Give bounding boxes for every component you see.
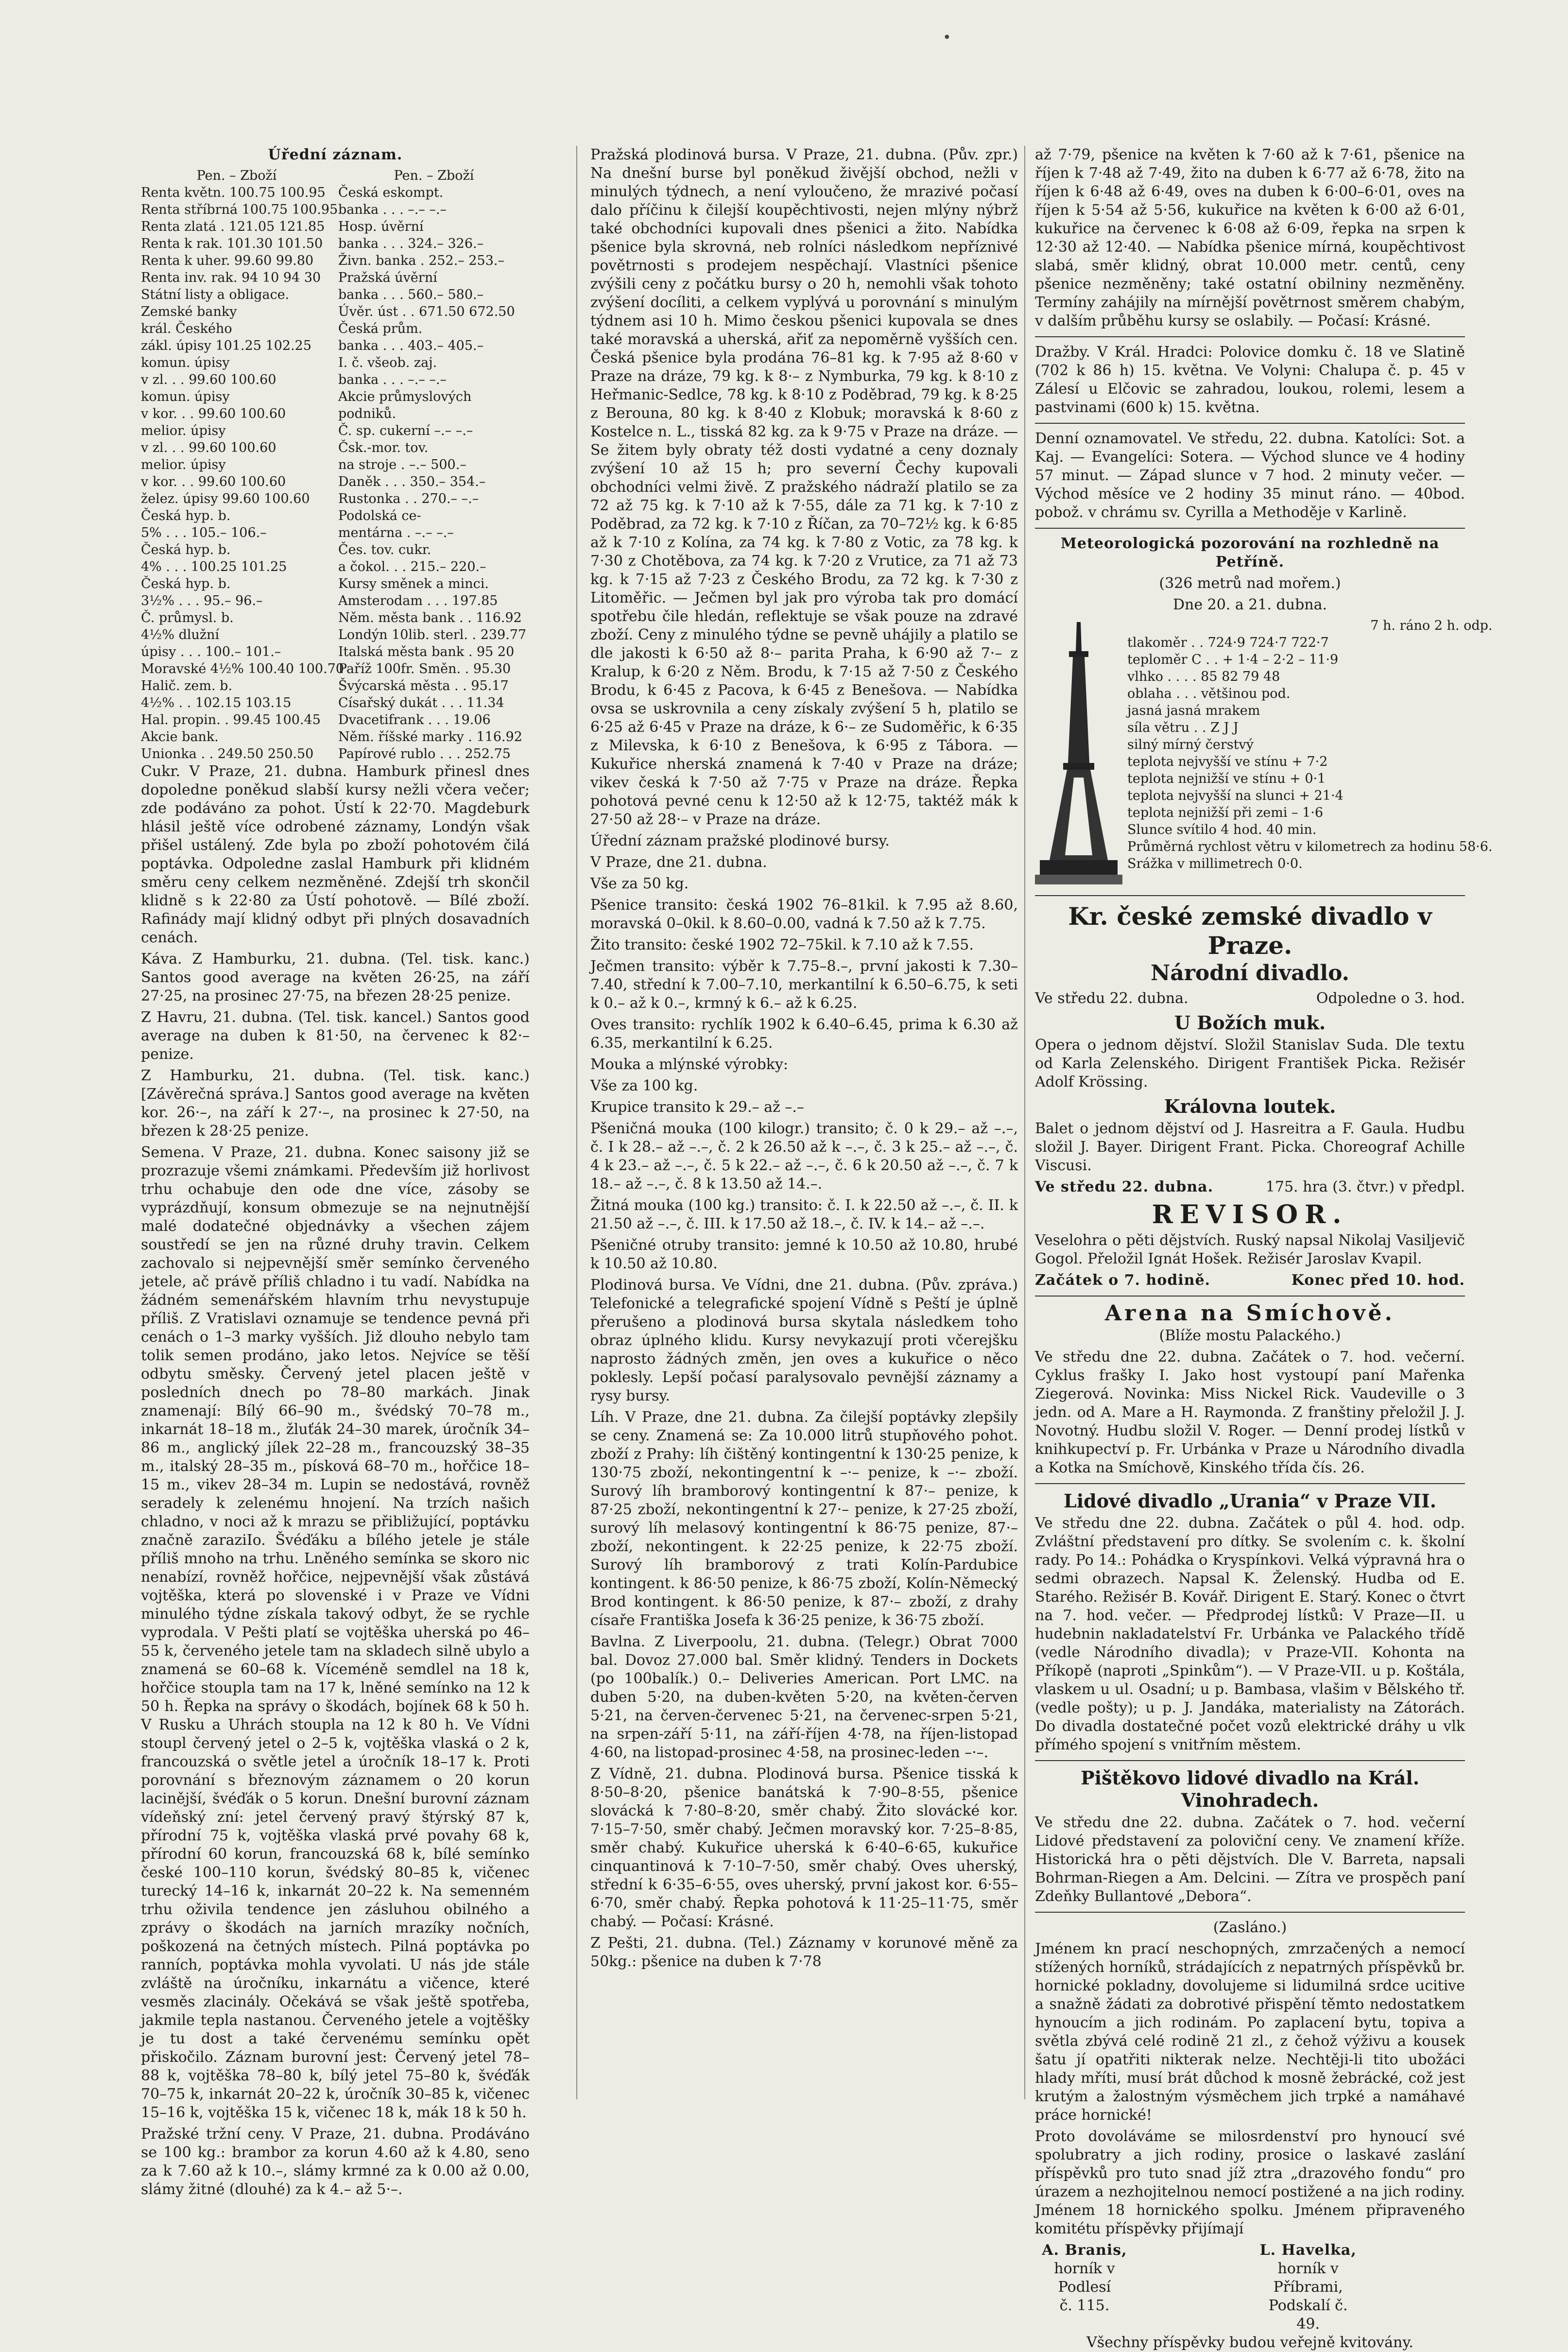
stock-row: banka . . . –.– –.– bbox=[338, 202, 447, 217]
weather-rows bbox=[1127, 634, 1493, 872]
budapest-report-continued: až 7·79, pšenice na květen k 7·60 až k 7·61, pšenice na říjen k 7·48 až 7·49, žito na duben k 6·77 až 6·78, žito na říjen k 6·48 až 6·49, oves na duben k 6·00–6·01, oves na říjen k 5·54 až 5·56, kukuřice na květen k 6·00 až 6·01, kukuřice na červenec k 6·08 až 6·09, řepka na srpen k 12·30 až 12·40. — Nabídka pšenice mírná, koupěchtivost slabá, směr klidný, obrat 10.000 metr. centů, ceny pšenice nezměněny; také ostatní obilniny nezměněny. Termíny zahájily na mírnější povětrnost směrem chabým, v dalším průběhu kursy se oslabily. — Počasí: Krásné. bbox=[1035, 146, 1465, 329]
stock-row: 3½% . . . 95.– 96.– bbox=[141, 593, 263, 608]
signature-left-name: A. Branis, bbox=[1042, 2242, 1127, 2259]
weather-title: Meteorologická pozorování na rozhledně na Petříně. bbox=[1060, 535, 1440, 571]
stock-row: Č. sp. cukerní –.– –.– bbox=[338, 423, 473, 438]
stock-row: a čokol. . . 215.– 220.– bbox=[338, 559, 486, 574]
article-paragraph: Pražská plodinová bursa. V Praze, 21. dubna. (Pův. zpr.) Na dnešní burse byl poněkud živější obchod, nežli v minulých týdnech, a není vyloučeno, že mrazivé počasí dalo příčinu k čilejší koupěchtivosti, nejen mlýny nýbrž také obchodníci kupovali dnes pšenici a žito. Nabídka pšenice byla skrovná, neb rolníci následkom nepříznivé povětrnosti s prodejem nespěchají. Vlastníci pšenice zvýšili ceny z počátku bursy o 20 h, nemohli však tohoto zvýšení docíliti, a celkem vyplývá u porovnání s minulým týdnem asi 10 h. Mimo českou pšenici kupovala se dnes také moravská a uherská, ařiť za nepoměrně vyšších cen. Česká pšenice byla prodána 76–81 kg. k 7·95 až 8·60 v Praze na dráze, 79 kg. k 8·– z Nymburka, 79 kg. k 8·10 z Heřmanic-Sedlce, 78 kg. k 8·10 z Poděbrad, 79 kg. k 8·25 z Berouna, 80 kg. k 8·40 z Klobuk; moravská k 8·60 z Kostelce n. L., tisská 82 kg. za k 9·75 v Praze na dráze. — Se žitem byly obraty též dosti vydatné a ceny doznaly zvýšení 10 až 15 h; pro severní Čechy kupovali obchodníci velmi živě. Z pražského nádraží platilo se za 72 až 75 kg. k 7·10 až k 7·55, dále za 71 kg. k 7·10 z Poděbrad, za 72 kg. k 7·10 z Říčan, za 70–72½ kg. k 6·85 až k 7·10 z Kolína, za 74 kg. k 7·80 z Votic, za 78 kg. k 7·30 z Chotěbova, za 74 kg. k 7·20 z Vrutice, za 71 až 73 kg. k 7·15 až 7·23 z Českého Brodu, za 72 kg. k 7·30 z Litoměřic. — Ječmen byl jak pro výroba tak pro domácí spotřebu čile hledán, reflektuje se však pouze na zdravé zboží. Ceny z minulého týdne se pevně uhájily a platilo se dle jakosti k 6·50 až 8·– parita Praha, k 6·90 až 7·– z Kralup, k 6·20 z Něm. Brodu, k 7·15 až 7·50 z Českého Brodu, k 6·45 z Pacova, k 6·45 z Benešova. — Nabídka ovsa se uskrovnila a ceny získaly zvýšení 5 h, platilo se 6·25 až 6·45 v Praze na dráze, k 6·– ze Sudoměřic, k 6·35 z Milevska, k 6·10 z Benešova, k 6·95 z Tábora. — Kukuřice nherská znamená k 7·40 v Praze na dráze; vikev česká k 7·50 až 7·75 v Praze na dráze. Řepka pohotová pevné cenu k 12·50 až k 12·75, taktéž mák k 27·50 až 28·– v Praze na dráze. bbox=[590, 146, 1018, 828]
article-paragraph: Z Hamburku, 21. dubna. (Tel. tisk. kanc.) [Závěrečná správa.] Santos good average na květen kor. 26·–, na září k 27·–, na prosinec k 27·50, na březen k 28·25 penize. bbox=[141, 1067, 530, 1140]
article-paragraph: Oves transito: rychlík 1902 k 6.40–6.45, prima k 6.30 až 6.35, merkantilní k 6.25. bbox=[590, 1016, 1018, 1052]
stock-row: Švýcarská města . . 95.17 bbox=[338, 678, 509, 693]
weather-subtitle: (326 metrů nad mořem.) bbox=[1159, 575, 1341, 592]
article-paragraph: V Praze, dne 21. dubna. bbox=[590, 854, 767, 871]
stock-row: Papírové rublo . . . 252.75 bbox=[338, 746, 511, 761]
stock-row: úpisy . . . 100.– 101.– bbox=[141, 644, 281, 659]
stock-row: Něm. říšské marky . 116.92 bbox=[338, 729, 522, 744]
stock-row: Císařský dukát . . . 11.34 bbox=[338, 695, 504, 710]
stock-row: Rustonka . . 270.– –.– bbox=[338, 491, 479, 506]
stock-rows-right bbox=[338, 184, 530, 762]
stock-row: banka . . . 560.– 580.– bbox=[338, 287, 484, 302]
urania-title: Lidové divadlo „Urania“ v Praze VII. bbox=[1063, 1490, 1437, 1512]
theatre-start-row bbox=[1035, 1271, 1465, 1290]
article-paragraph: Pražské tržní ceny. V Praze, 21. dubna. Prodáváno se 100 kg.: brambor za korun 4.60 až k 4.80, seno za k 7.60 až k 10.–, slámy krmné za k 0.00 až 0.00, slámy žitné (dlouhé) za k 4.– až 5·–. bbox=[141, 2126, 530, 2198]
signature-left bbox=[1035, 2241, 1241, 2334]
stock-row: komun. úpisy bbox=[141, 355, 230, 370]
stock-row: Čes. tov. cukr. bbox=[338, 542, 431, 557]
stock-row: Londýn 10lib. sterl. . 239.77 bbox=[338, 627, 527, 642]
stock-row: Česká prům. bbox=[338, 321, 423, 336]
weather-row: Slunce svítilo 4 hod. 40 min. bbox=[1127, 822, 1317, 837]
weather-row: teploměr C . . + 1·4 – 2·2 – 11·9 bbox=[1127, 652, 1339, 667]
divider bbox=[1035, 1760, 1465, 1761]
article-paragraph: Vše za 50 kg. bbox=[590, 875, 689, 892]
article-paragraph: Z Pešti, 21. dubna. (Tel.) Záznamy v korunové měně za 50kg.: pšenice na duben k 7·78 bbox=[590, 1935, 1018, 1970]
stock-row: Česká hyp. b. bbox=[141, 508, 231, 523]
page-mark: • bbox=[943, 29, 951, 46]
weather-row: teplota nejvyšší na slunci + 21·4 bbox=[1127, 788, 1344, 803]
stock-row: Česká eskompt. bbox=[338, 185, 444, 200]
article-paragraph: Pšenice transito: česká 1902 76–81kil. k 7.95 až 8.60, moravská 0–0kil. k 8.60–0.00, vadná k 7.50 až k 7.75. bbox=[590, 897, 1018, 932]
article-paragraph: Cukr. V Praze, 21. dubna. Hamburk přinesl dnes dopoledne poněkud slabší kursy nežli včera večer; zde podáváno za pohot. Ústí k 22·70. Magdeburk hlásil ještě více odrobené záznamy, Londýn však přišel ustálený. Zde byla po zboží pohotovém čilá poptávka. Odpoledne zaslal Hamburk při klidném směru ceny celkem nezměněné. Zdejší trh skončil klidně s k 22·80 za Ústí pohotově. — Bílé zboží. Rafinády mají klidný odbyt při plných dosavadních cenách. bbox=[141, 763, 530, 946]
column-rule bbox=[576, 146, 577, 2099]
stock-row: zákl. úpisy 101.25 102.25 bbox=[141, 338, 312, 353]
stock-row: Zemské banky bbox=[141, 304, 237, 319]
weather-row: tlakoměr . . 724·9 724·7 722·7 bbox=[1127, 635, 1329, 650]
stock-row: melior. úpisy bbox=[141, 423, 226, 438]
play-2-title: Královna loutek. bbox=[1164, 1095, 1336, 1117]
column-2-articles bbox=[590, 146, 1018, 1971]
stock-rows-left bbox=[141, 184, 345, 762]
stock-row: Hal. propin. . 99.45 100.45 bbox=[141, 712, 321, 727]
weather-row: Srážka v millimetrech 0·0. bbox=[1127, 856, 1303, 871]
stock-row: 5% . . . 105.– 106.– bbox=[141, 525, 267, 540]
stock-row: Čsk.-mor. tov. bbox=[338, 440, 429, 455]
weather-row: silný mírný čerstvý bbox=[1127, 737, 1254, 752]
stock-row: melior. úpisy bbox=[141, 457, 226, 472]
stock-row: Dvacetifrank . . . 19.06 bbox=[338, 712, 491, 727]
article-paragraph: Semena. V Praze, 21. dubna. Konec saisony již se prozrazuje všemi známkami. Především již horlivost trhu ochabuje den ode dne více, zásoby se vyprázdňují, konsum obmezuje se na nejnutnější malé dodatečné objednávky a všechen zájem soustředí se jen na různé druhy travin. Celkem zachovalo si nejpevnější směr semínko červeného jetele, ač právě příliš chladno i tu vadí. Nabídka na žádném semenářském hlavním trhu nevystupuje příliš. Z Vratislavi oznamuje se tendence pevná při cenách o 1–3 marky vyšších. Již dlouho nebylo tam tolik semen prodáno, jako letos. Nejvíce se těší odbytu směsky. Červený jetel placen ještě v posledních dnech po 78–80 markách. Jinak znamenají: Bílý 66–90 m., švédský 70–78 m., inkarnát 18–18 m., žluťák 24–30 marek, úročník 34–86 m., anglický jílek 22–28 m., francouzský 38–35 m., italský 28–35 m., písková 68–70 m., hořčice 18–15 m., vikev 28–34 m. Lupin se nedostává, rovněž seradely k zelenému hnojení. Na trzích našich chladno, v noci až k mrazu se přibližující, poptávku značně zaraziIo. Švéďáku a bílého jetele je stále příliš mnoho na trhu. Lněného semínka se skoro nic nenabízí, rovněž hořčice, nejpevnější však zůstává vojtěška, která po slovenské i v Praze ve Vídni minulého týdne získala takový odbyt, že se rychle vyprodala. V Pešti platí se vojtěška uherská po 46–55 k, červeného jetele tam na skladech silně ubylo a znamená se 60–68 k. Víceméně semdlel na 18 k, hořčice stoupla tam na 17 k, lněné semínko na 12 k 50 h. Řepka na správy o škodách, bojínek 68 k 50 h. V Rusku a Uhrách stoupla na 12 k 80 h. Ve Vídni stoupl červený jetel o 2–5 k, vojtěška vlaská o 2 k, francouzská o světle jetel a úročník 18–17 k. Proti porovnání s březnovým záznamem o 20 korun lacinější, švéďák o 5 korun. Dnešní burovní záznam vídeňský zní: jetel červený pravý štýrský 87 k, přírodní 75 k, vojtěška vlaská prvé povahy 68 k, přírodní 60 korun, francouzská 68 k, bílé semínko české 100–110 korun, švédský 80–85 k, vičenec turecký 14–16 k, inkarnát 20–22 k. Na semenném trhu oživila tendence jen zásluhou obilného a zprávy o škodách na jarních mrazíky nočních, poškozená na četných místech. Pilná poptávka po ranních, poptávka mohla vyvolati. U nás jde stále zvláště na úročníku, inkarnátu a vičence, které vesměs zlacinály. Očekává se však ještě spotřeba, jakmile tepla nastanou. Červeného jetele a vojtěšky je tu dost a také červenému semínku opět přiskočilo. Záznam burovní jest: Červený jetel 78–88 k, vojtěška 78–80 k, bílý jetel 75–80 k, švéďák 70–75 k, inkarnát 20–22 k, úročník 30–85 k, vičenec 15–16 k, vojtěška 15 k, vičenec 18 k, mák 18 k 50 h. bbox=[141, 1144, 530, 2121]
stock-row: želez. úpisy 99.60 100.60 bbox=[141, 491, 310, 506]
article-paragraph: Z Havru, 21. dubna. (Tel. tisk. kancel.) Santos good average na duben k 81·50, na červenec k 82·– penize. bbox=[141, 1009, 530, 1063]
weather-header: 7 h. ráno 2 h. odp. bbox=[1370, 618, 1493, 633]
article-paragraph: Ječmen transito: výběr k 7.75–8.–, první jakosti k 7.30–7.40, střední k 7.00–7.10, merkantilní k 6.50–6.75, k seti k 0.– až k 0.–, krmný k 6.– až k 6.25. bbox=[590, 958, 1018, 1012]
divider bbox=[1035, 1296, 1465, 1297]
article-paragraph: Žitná mouka (100 kg.) transito: č. I. k 22.50 až –.–, č. II. k 21.50 až –.–, č. III. k 17.50 až 18.–, č. IV. k 14.– až –.–. bbox=[590, 1197, 1018, 1232]
stock-row: Renta k uher. 99.60 99.80 bbox=[141, 253, 314, 268]
weather-table bbox=[1127, 617, 1493, 889]
stock-row: v kor. . . 99.60 100.60 bbox=[141, 474, 286, 489]
stock-row: Česká hyp. b. bbox=[141, 542, 231, 557]
theatre-time: Odpoledne o 3. hod. bbox=[1316, 990, 1465, 1007]
signature-left-role: horník v Podlesí bbox=[1054, 2260, 1115, 2296]
column-rule bbox=[1024, 146, 1025, 2099]
play-2-text: Balet o jednom dějství od J. Hasreitra a F. Gaula. Hudbu složil J. Bayer. Dirigent Frant. Picka. Choreograf Achille Viscusi. bbox=[1035, 1120, 1465, 1174]
weather-row: vlhko . . . . 85 82 79 48 bbox=[1127, 669, 1280, 684]
weather-dates: Dne 20. a 21. dubna. bbox=[1172, 596, 1327, 613]
stock-row: 4½% dlužní bbox=[141, 627, 220, 642]
signature-right bbox=[1258, 2241, 1465, 2334]
stock-row: komun. úpisy bbox=[141, 389, 230, 404]
theatre-evening-subscription: 175. hra (3. čtvr.) v předpl. bbox=[1265, 1178, 1465, 1195]
stock-row: Amsterodam . . . 197.85 bbox=[338, 593, 498, 608]
play-3-title: REVISOR. bbox=[1152, 1200, 1348, 1229]
stock-col-header: Pen. – Zboží bbox=[196, 168, 277, 183]
stock-col-header: Pen. – Zboží bbox=[394, 168, 474, 183]
stock-row: podniků. bbox=[338, 406, 396, 421]
divider bbox=[1035, 336, 1465, 337]
stock-row: Podolská ce- bbox=[338, 508, 421, 523]
weather-row: teplota nejnižší ve stínu + 0·1 bbox=[1127, 771, 1326, 786]
stock-row: mentárna . –.– –.– bbox=[338, 525, 454, 540]
theatre-evening-date: Ve středu 22. dubna. bbox=[1035, 1178, 1214, 1195]
theatre-date-row bbox=[1035, 989, 1465, 1008]
stock-row: Č. průmysl. b. bbox=[141, 610, 234, 625]
signature-right-role: horník v Příbrami, bbox=[1273, 2260, 1343, 2296]
column-3 bbox=[1035, 146, 1493, 2351]
stock-row: na stroje . –.– 500.– bbox=[338, 457, 466, 472]
divider bbox=[1035, 528, 1465, 529]
zasilano-text-2: Proto dovoláváme se milosrdenství pro hynoucí své spolubratry a jich rodiny, prosice o laskavé zaslání příspěvků pro tuto snad jíž ztra „drazového fondu“ pro úrazem a nezhojitelnou nemocí postižené a na jich rodiny. Jménem 18 hornického spolku. Jménem připraveného komitétu příspěvky přijímají bbox=[1035, 2128, 1465, 2237]
divider bbox=[1035, 423, 1465, 424]
stock-row: Renta zlatá . 121.05 121.85 bbox=[141, 219, 325, 234]
stock-row: král. Českého bbox=[141, 321, 232, 336]
play-3-text: Veselohra o pěti dějstvích. Ruský napsal Nikolaj Vasiljevič Gogol. Přeložil Ignát Hošek. Režisér Jaroslav Kvapil. bbox=[1035, 1232, 1465, 1267]
stock-row: Unionka . . 249.50 250.50 bbox=[141, 746, 314, 761]
signature-right-name: L. Havelka, bbox=[1259, 2242, 1357, 2259]
article-paragraph: Žito transito: české 1902 72–75kil. k 7.10 až k 7.55. bbox=[590, 936, 974, 953]
auctions-notice: Dražby. V Král. Hradci: Polovice domku č. 18 ve Slatině (702 k 86 h) 15. května. Ve Volyni: Chalupa č. p. 45 v Zálesí u Elčovic se zahradou, loukou, rolemi, lesem a pastvinami (600 k) 15. května. bbox=[1035, 344, 1465, 416]
stock-row: Renta inv. rak. 94 10 94 30 bbox=[141, 270, 321, 285]
stock-row: I. č. všeob. zaj. bbox=[338, 355, 437, 370]
article-paragraph: Úřední záznam pražské plodinové bursy. bbox=[590, 832, 890, 849]
arena-title: Arena na Smíchově. bbox=[1104, 1301, 1395, 1326]
zasilano-closing: Všechny příspěvky budou veřejně kvitovány. bbox=[1086, 2334, 1413, 2351]
theatre-end: Konec před 10. hod. bbox=[1291, 1272, 1465, 1289]
stock-row: v kor. . . 99.60 100.60 bbox=[141, 406, 286, 421]
article-paragraph: Z Vídně, 21. dubna. Plodinová bursa. Pšenice tisská k 8·50–8·20, pšenice banátská k 7·90–8·55, pšenice slovácká k 7·80–8·20, směr chabý. Žito slovácké kor. 7·15–7·50, směr chabý. Ječmen moravský kor. 7·25–8·85, směr chabý. Kukuřice uherská k 6·40–6·65, kukuřice cinquantinová k 7·10–7·50, směr chabý. Oves uherský, střední k 6·35–6·55, oves uherský, první jakost kor. 6·55–6·70, směr chabý. Řepka pohotová k 11·25–11·75, směr chabý. — Počasí: Krásné. bbox=[590, 1765, 1018, 1930]
theatre-date: Ve středu 22. dubna. bbox=[1035, 990, 1189, 1007]
stock-row: 4½% . . 102.15 103.15 bbox=[141, 695, 292, 710]
article-paragraph: Pšeničné otruby transito: jemné k 10.50 až 10.80, hrubé k 10.50 až 10.80. bbox=[590, 1237, 1018, 1272]
column-1 bbox=[141, 146, 530, 2198]
article-paragraph: Mouka a mlýnské výrobky: bbox=[590, 1056, 789, 1073]
stock-row: 4% . . . 100.25 101.25 bbox=[141, 559, 287, 574]
stock-row: Něm. města bank . . 116.92 bbox=[338, 610, 522, 625]
article-paragraph: Pšeničná mouka (100 kilogr.) transito; č. 0 k 29.– až –.–, č. I k 28.– až –.–, č. 2 k 26.50 až k –.–, č. 3 k 25.– až –.–, č. 4 k 23.– až –.–, č. 5 k 22.– až –.–, č. 6 k 20.50 až –.–, č. 7 k 18.– až –.–, č. 8 k 13.50 až 14.–. bbox=[590, 1120, 1018, 1193]
article-paragraph: Bavlna. Z Liverpoolu, 21. dubna. (Telegr.) Obrat 7000 bal. Dovoz 27.000 bal. Směr klidný. Tenders in Dockets (po 100balík.) 0.– Deliveries American. Port LMC. na duben 5·20, na duben-květen 5·20, na květen-červen 5·21, na červen-červenec 5·21, na červenec-srpen 5·21, na srpen-září 5·11, na září-říjen 4·78, na říjen-listopad 4·60, na listopad-prosinec 4·58, na prosinec-leden –·–. bbox=[590, 1633, 1018, 1761]
stock-row: banka . . . 403.– 405.– bbox=[338, 338, 484, 353]
stock-row: Akcie průmyslových bbox=[338, 389, 472, 404]
stock-row: Kursy směnek a minci. bbox=[338, 576, 489, 591]
stock-row: Pražská úvěrní bbox=[338, 270, 437, 285]
weather-row: Průměrná rychlost větru v kilometrech za hodinu 58·6. bbox=[1127, 839, 1493, 854]
article-paragraph: Líh. V Praze, dne 21. dubna. Za čilejší poptávky zlepšily se ceny. Znamená se: Za 10.000 litrů stupňového pohot. zboží z Prahy: líh čištěný kontingentní k 130·25 penize, k 130·75 zboží, nekontingentní k –·– penize, k –·– zboží. Surový líh bramborový kontingentní k 87·– penize, k 87·25 zboží, nekontingentní k 27·– penize, k 27·25 zboží, surový líh melasový kontingentní k 86·75 penize, 87·– zboží, nekontingent. k 22·25 penize, k 22·75 zboží. Surový líh bramborový z trati Kolín-Pardubice kontingent. k 86·50 penize, k 86·75 zboží, Kolín-Německý Brod kontingent. k 86·50 penize, k 87·– zboží, z drahy císaře Františka Josefa k 36·25 penize, k 36·75 zboží. bbox=[590, 1409, 1018, 1629]
weather-row: oblaha . . . většinou pod. bbox=[1127, 686, 1291, 701]
weather-row: síla větru . . Z J J bbox=[1127, 720, 1239, 735]
weather-row: teplota nejnižší při zemi – 1·6 bbox=[1127, 805, 1324, 820]
column-2 bbox=[590, 146, 1018, 2109]
divider bbox=[1035, 1483, 1465, 1484]
stock-table bbox=[141, 167, 530, 762]
theatre-evening-row bbox=[1035, 1178, 1465, 1196]
signatures bbox=[1035, 2241, 1465, 2334]
arena-text: Ve středu dne 22. dubna. Začátek o 7. hod. večerní. Cyklus frašky I. Jako host vystoupí paní Mařenka Ziegerová. Novinka: Miss Nickel Rick. Vaudeville o 3 jedn. od A. Mare a H. Raymonda. Z franštiny přeložil J. J. Novotný. Hudbu složil V. Roger. — Denní prodej lístků v knihkupectví p. Fr. Urbánka v Praze u Národního divadla a Kotka na Smíchově, Kinského třída čís. 26. bbox=[1035, 1349, 1465, 1476]
play-1-text: Opera o jednom dějství. Složil Stanislav Suda. Dle textu od Karla Zelenského. Dirigent František Picka. Režisér Adolf Krössing. bbox=[1035, 1037, 1465, 1090]
stock-row: banka . . . 324.– 326.– bbox=[338, 236, 484, 251]
play-1-title: U Božích muk. bbox=[1174, 1012, 1326, 1034]
stock-row: Renta k rak. 101.30 101.50 bbox=[141, 236, 323, 251]
arena-subtitle: (Blíže mostu Palackého.) bbox=[1159, 1327, 1341, 1344]
stock-row: Italská města bank . 95 20 bbox=[338, 644, 515, 659]
article-paragraph: Vše za 100 kg. bbox=[590, 1077, 698, 1094]
stock-row: Halič. zem. b. bbox=[141, 678, 233, 693]
signature-left-number: č. 115. bbox=[1059, 2297, 1110, 2314]
pistek-title: Pištěkovo lidové divadlo na Král. Vinohradech. bbox=[1081, 1767, 1419, 1811]
petrin-tower-illustration bbox=[1035, 617, 1122, 889]
daily-notice: Denní oznamovatel. Ve středu, 22. dubna. Katolíci: Sot. a Kaj. — Evangelíci: Sotera. — Východ slunce ve 4 hodiny 57 minut. — Západ slunce v 7 hod. 2 minuty večer. — Východ měsíce ve 2 hodiny 35 minut ráno. — 40bod. pobož. v chrámu sv. Cyrilla a Methoděje v Karlině. bbox=[1035, 430, 1465, 521]
stock-row: Úvěr. úst . . 671.50 672.50 bbox=[338, 304, 515, 319]
zasilano-title: (Zasláno.) bbox=[1213, 1919, 1287, 1936]
pistek-text: Ve středu dne 22. dubna. Začátek o 7. hod. večerní Lidové představení za poloviční ceny. Ve znamení kříže. Historická hra o pěti dějstvích. Dle V. Barreta, napsali Bohrman-Riegen a Am. Delcini. — Zítra ve prospěch paní Zdeňky Bullantové „Debora“. bbox=[1035, 1814, 1465, 1905]
signature-right-number: Podskalí č. 49. bbox=[1268, 2297, 1348, 2333]
stock-table-right bbox=[338, 167, 530, 762]
theatre-subtitle: Národní divadlo. bbox=[1151, 961, 1349, 986]
stock-table-title: Úřední záznam. bbox=[268, 146, 403, 163]
stock-row: Akcie bank. bbox=[141, 729, 219, 744]
stock-row: Česká hyp. b. bbox=[141, 576, 231, 591]
article-paragraph: Krupice transito k 29.– až –.– bbox=[590, 1099, 804, 1116]
weather-row: jasná jasná mrakem bbox=[1127, 703, 1260, 718]
stock-row: Státní listy a obligace. bbox=[141, 287, 290, 302]
stock-row: Daněk . . . 350.– 354.– bbox=[338, 474, 486, 489]
theatre-title: Kr. české zemské divadlo v Praze. bbox=[1068, 902, 1432, 960]
urania-text: Ve středu dne 22. dubna. Začátek o půl 4. hod. odp. Zvláštní představení pro dítky. Se svolením c. k. školní rady. Po 14.: Pohádka o Kryspínkovi. Velká výpravná hra o sedmi obrazech. Napsal K. Želenský. Hudba od E. Starého. Režisér B. Kovář. Dirigent E. Starý. Konec o čtvrt na 7. hod. večer. — Předprodej lístků: V Praze—II. u hudebnin nakladatelství Fr. Urbánka ve Palackého třídě (vedle Národního divadla); v Praze-VII. Kohonta na Příkopě (naproti „Spinkům“). — V Praze-VII. u p. Koštála, vlaskem u ul. Osadní; u p. Bambasa, vlašim v Bělského tř. (vedle pošty); u p. J. Jandáka, materialisty na Zátorách. Do divadla dostatečné počet vozů elektrické dráhy u vlk přímého spojení s vnitřním městem. bbox=[1035, 1515, 1465, 1753]
stock-row: Živn. banka . 252.– 253.– bbox=[338, 253, 504, 268]
column-1-articles bbox=[141, 762, 530, 2199]
zasilano-text-1: Jménem kn prací neschopných, zmrzačených a nemocí stížených horníků, strádajících z nepatrných příspěvků br. hornické pokladny, dovolujeme si lidumilná srdce ucitive a snažně žádati za dobrotivé přispění těmto nedostatkem hynoucím a jich rodinám. Po zaplacení bytu, topiva a světla zbývá celé rodině 21 zl., z čehož výživu a kousek šatu jí opatřiti nikterak nelze. Nechtěji-li tito ubožáci hlady mříti, musí brát důchod k mosně žebrácké, což jest krutým a žalostným výsměchem jich trpké a namáhavé práce hornické! bbox=[1035, 1940, 1465, 2124]
weather-block bbox=[1035, 617, 1493, 889]
stock-row: Renta stříbrná 100.75 100.95 bbox=[141, 202, 338, 217]
stock-row: Moravské 4½% 100.40 100.70 bbox=[141, 661, 345, 676]
stock-table-left bbox=[141, 167, 345, 762]
stock-row: v zl. . . 99.60 100.60 bbox=[141, 372, 276, 387]
stock-row: Paříž 100fr. Směn. . 95.30 bbox=[338, 661, 511, 676]
stock-row: Hosp. úvěrní bbox=[338, 219, 424, 234]
divider bbox=[1035, 895, 1465, 896]
divider bbox=[1035, 1912, 1465, 1913]
stock-row: v zl. . . 99.60 100.60 bbox=[141, 440, 276, 455]
weather-row: teplota nejvyšší ve stínu + 7·2 bbox=[1127, 754, 1328, 769]
theatre-start: Začátek o 7. hodině. bbox=[1035, 1272, 1210, 1289]
article-paragraph: Plodinová bursa. Ve Vídni, dne 21. dubna. (Pův. zpráva.) Telefonické a telegrafické spojení Vídně s Peští je úplně přerušeno a plodinová bursa skytala následkem toho obraz úplného klidu. Kursy nevykazují proti včerejšku naprosto žádných změn, jen oves a kukuřice o něco poklesly. Lepší počasí paralysovalo pevnější záznamy a rysy bursy. bbox=[590, 1277, 1018, 1404]
stock-row: Renta květn. 100.75 100.95 bbox=[141, 185, 326, 200]
article-paragraph: Káva. Z Hamburku, 21. dubna. (Tel. tisk. kanc.) Santos good average na květen 26·25, na září 27·25, na prosinec 27·75, na březen 28·25 penize. bbox=[141, 951, 530, 1004]
stock-row: banka . . . –.– –.– bbox=[338, 372, 447, 387]
